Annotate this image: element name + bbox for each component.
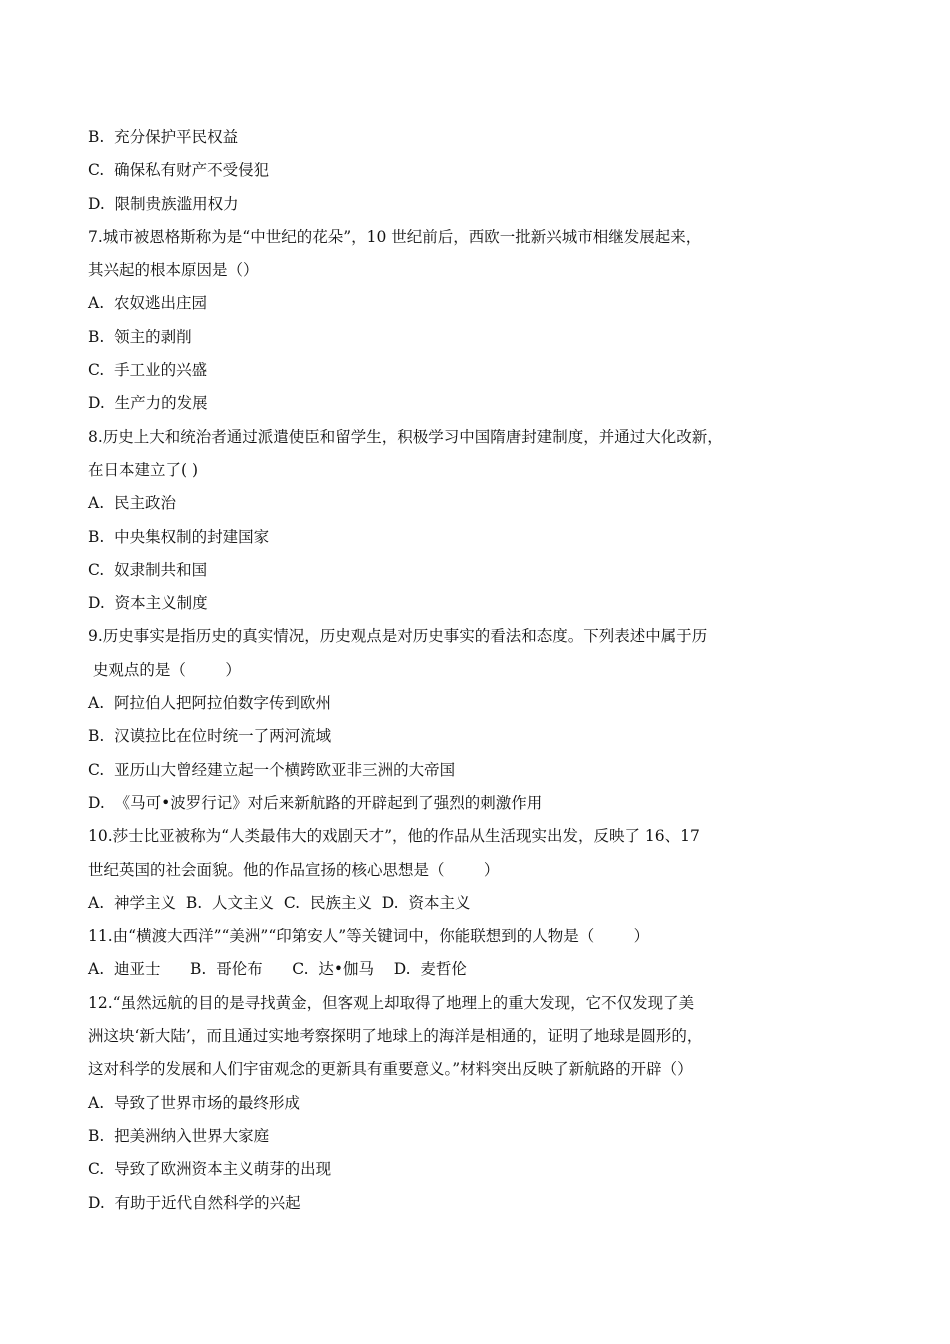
- option-d-q6: D. 限制贵族滥用权力: [88, 194, 239, 213]
- option-a-q9: A. 阿拉伯人把阿拉伯数字传到欧州: [88, 694, 331, 713]
- option-a-q8: A. 民主政治: [88, 494, 176, 513]
- option-b-q7: B. 领主的剥削: [88, 327, 192, 346]
- option-b-q12: B. 把美洲纳入世界大家庭: [88, 1126, 270, 1145]
- option-c-q12: C. 导致了欧洲资本主义萌芽的出现: [88, 1160, 332, 1179]
- question-8-stem-line-2: 在日本建立了( ): [88, 460, 199, 479]
- option-b-q9: B. 汉谟拉比在位时统一了两河流域: [88, 727, 332, 746]
- options-q11: A. 迪亚士 B. 哥伦布 C. 达•伽马 D. 麦哲伦: [88, 960, 467, 979]
- option-c-q9: C. 亚历山大曾经建立起一个横跨欧亚非三洲的大帝国: [88, 760, 456, 779]
- question-10-stem-line-2: 世纪英国的社会面貌。他的作品宣扬的核心思想是（ ）: [88, 860, 500, 879]
- option-b-q8: B. 中央集权制的封建国家: [88, 527, 270, 546]
- options-q10: A. 神学主义 B. 人文主义 C. 民族主义 D. 资本主义: [88, 893, 471, 912]
- option-c-q7: C. 手工业的兴盛: [88, 361, 208, 380]
- question-9-stem-line-1: 9.历史事实是指历史的真实情况，历史观点是对历史事实的看法和态度。下列表述中属于历: [88, 627, 708, 646]
- option-d-q9: D. 《马可•波罗行记》对后来新航路的开辟起到了强烈的刺激作用: [88, 793, 543, 812]
- option-d-q7: D. 生产力的发展: [88, 394, 208, 413]
- exam-page: [88, 121, 788, 1220]
- question-7-stem-line-1: 7.城市被恩格斯称为是“中世纪的花朵”，10 世纪前后，西欧一批新兴城市相继发展起来，: [88, 227, 702, 246]
- option-c-q6: C. 确保私有财产不受侵犯: [88, 161, 270, 180]
- question-8-stem-line-1: 8.历史上大和统治者通过派遣使臣和留学生，积极学习中国隋唐封建制度，并通过大化改新，: [88, 427, 723, 446]
- question-12-stem-line-2: 洲这块‘新大陆’，而且通过实地考察探明了地球上的海洋是相通的，证明了地球是圆形的，: [88, 1027, 703, 1046]
- question-11-stem: 11.由“横渡大西洋”“美洲”“印第安人”等关键词中，你能联想到的人物是（ ）: [88, 927, 650, 946]
- question-7-stem-line-2: 其兴起的根本原因是（）: [88, 261, 259, 280]
- question-10-stem-line-1: 10.莎士比亚被称为“人类最伟大的戏剧天才”，他的作品从生活现实出发，反映了 16、17: [88, 827, 700, 846]
- option-a-q7: A. 农奴逃出庄园: [88, 294, 207, 313]
- option-d-q12: D. 有助于近代自然科学的兴起: [88, 1193, 301, 1212]
- question-12-stem-line-1: 12.“虽然远航的目的是寻找黄金，但客观上却取得了地理上的重大发现，它不仅发现了美: [88, 993, 695, 1012]
- option-a-q12: A. 导致了世界市场的最终形成: [88, 1093, 300, 1112]
- question-9-stem-line-2: 史观点的是（ ）: [88, 660, 241, 679]
- option-b-q6: B. 充分保护平民权益: [88, 128, 239, 146]
- option-c-q8: C. 奴隶制共和国: [88, 560, 208, 579]
- question-12-stem-line-3: 这对科学的发展和人们宇宙观念的更新具有重要意义。”材料突出反映了新航路的开辟（）: [88, 1060, 693, 1079]
- option-d-q8: D. 资本主义制度: [88, 594, 208, 613]
